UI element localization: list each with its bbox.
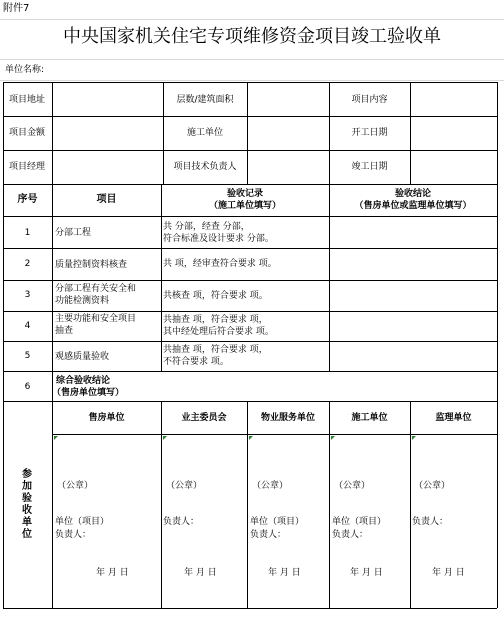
row-1-record-line2: 符合标准及设计要求 分部。 bbox=[163, 234, 274, 244]
table-line bbox=[3, 184, 497, 185]
row-6-sub: （售房单位填写） bbox=[52, 388, 125, 398]
owners-committee-stamp: （公章） bbox=[166, 481, 203, 491]
header-item: 项目 bbox=[96, 194, 117, 205]
property-service-person: 负责人： bbox=[250, 530, 287, 540]
table-line bbox=[3, 116, 497, 117]
cell-marker bbox=[331, 436, 335, 440]
property-service-date: 年 月 日 bbox=[268, 568, 301, 578]
owners-committee-date: 年 月 日 bbox=[184, 568, 217, 578]
supervision-stamp: （公章） bbox=[414, 481, 451, 491]
row-4-item-line1: 主要功能和安全项目 bbox=[55, 314, 137, 324]
table-line bbox=[410, 401, 411, 608]
unit-header-owners-committee: 业主委员会 bbox=[181, 413, 227, 423]
row-4-no: 4 bbox=[24, 321, 31, 331]
table-border bbox=[497, 82, 498, 608]
row-1-item: 分部工程 bbox=[55, 228, 92, 238]
table-border bbox=[3, 82, 4, 608]
grid-line bbox=[0, 80, 504, 81]
grid-line bbox=[0, 19, 504, 20]
row-4-record-line1: 共抽查 项，符合要求 项， bbox=[163, 315, 268, 325]
participants-side-label: 参 加 验 收 单 位 bbox=[22, 469, 32, 540]
table-line bbox=[3, 341, 497, 342]
grid-line bbox=[0, 59, 504, 60]
header-record-sub: （施工单位填写） bbox=[208, 201, 281, 211]
construction-unit-label: 施工单位 bbox=[186, 128, 223, 138]
construction-date: 年 月 日 bbox=[350, 568, 383, 578]
table-line bbox=[3, 150, 497, 151]
page-title: 中央国家机关住宅专项维修资金项目竣工验收单 bbox=[63, 26, 441, 47]
row-6-no: 6 bbox=[24, 382, 31, 392]
unit-name-label: 单位名称: bbox=[5, 65, 45, 75]
row-5-record-line2: 不符合要求 项。 bbox=[163, 357, 229, 367]
row-5-item: 观感质量验收 bbox=[55, 352, 110, 362]
project-amount-label: 项目金额 bbox=[9, 128, 46, 138]
row-3-no: 3 bbox=[24, 290, 31, 300]
table-line bbox=[3, 311, 497, 312]
unit-header-property-service: 物业服务单位 bbox=[260, 413, 315, 423]
seller-unit-project: 单位（项目） bbox=[55, 517, 110, 527]
owners-committee-person: 负责人： bbox=[163, 517, 200, 527]
header-conclusion-sub: （售房单位或监理单位填写） bbox=[354, 201, 472, 211]
table-line bbox=[3, 401, 497, 402]
row-6-title: 综合验收结论 bbox=[56, 376, 111, 386]
table-line bbox=[52, 82, 53, 184]
row-2-item: 质量控制资料核查 bbox=[55, 260, 128, 270]
seller-stamp: （公章） bbox=[57, 481, 94, 491]
header-conclusion-title: 验收结论 bbox=[394, 189, 431, 199]
row-1-no: 1 bbox=[24, 228, 31, 238]
cell-marker bbox=[54, 436, 58, 440]
header-record-title: 验收记录 bbox=[226, 189, 263, 199]
unit-header-construction: 施工单位 bbox=[351, 413, 388, 423]
construction-person: 负责人： bbox=[332, 530, 369, 540]
row-5-no: 5 bbox=[24, 351, 31, 361]
project-content-label: 项目内容 bbox=[351, 95, 388, 105]
table-line bbox=[410, 82, 411, 184]
table-line bbox=[52, 434, 497, 435]
supervision-date: 年 月 日 bbox=[432, 568, 465, 578]
row-1-record-line1: 共 分部，经查 分部， bbox=[163, 222, 250, 232]
unit-header-supervision: 监理单位 bbox=[435, 413, 472, 423]
seller-date: 年 月 日 bbox=[96, 568, 129, 578]
row-2-record-line1: 共 项，经审查符合要求 项。 bbox=[163, 259, 277, 269]
cell-marker bbox=[163, 436, 167, 440]
row-4-record-line2: 其中经处理后符合要求 项。 bbox=[163, 327, 274, 337]
property-service-stamp: （公章） bbox=[252, 481, 289, 491]
header-no: 序号 bbox=[17, 194, 38, 205]
table-line bbox=[3, 371, 497, 372]
row-2-no: 2 bbox=[24, 259, 31, 269]
completion-date-label: 竣工日期 bbox=[351, 162, 388, 172]
table-border bbox=[3, 608, 497, 609]
table-line bbox=[161, 401, 162, 608]
table-line bbox=[329, 401, 330, 608]
construction-stamp: （公章） bbox=[334, 481, 371, 491]
table-line bbox=[161, 184, 162, 371]
row-3-record-line1: 共核查 项，符合要求 项。 bbox=[163, 291, 268, 301]
attachment-label: 附件7 bbox=[3, 3, 30, 14]
construction-unit-project: 单位（项目） bbox=[332, 517, 387, 527]
project-address-label: 项目地址 bbox=[9, 95, 46, 105]
row-4-item-line2: 抽查 bbox=[55, 326, 74, 336]
supervision-person: 负责人： bbox=[412, 517, 449, 527]
table-line bbox=[3, 280, 497, 281]
row-3-item-line2: 功能检测资料 bbox=[55, 296, 110, 306]
table-line bbox=[329, 184, 330, 371]
table-line bbox=[247, 82, 248, 184]
property-service-unit-project: 单位（项目） bbox=[250, 517, 305, 527]
cell-marker bbox=[249, 436, 253, 440]
seller-person: 负责人： bbox=[55, 530, 92, 540]
table-line bbox=[3, 248, 497, 249]
cell-marker bbox=[412, 436, 416, 440]
table-line bbox=[52, 184, 53, 371]
table-line bbox=[52, 401, 53, 608]
tech-lead-label: 项目技术负责人 bbox=[173, 162, 237, 172]
start-date-label: 开工日期 bbox=[351, 128, 388, 138]
project-manager-label: 项目经理 bbox=[9, 162, 46, 172]
unit-header-seller: 售房单位 bbox=[88, 413, 125, 423]
table-line bbox=[247, 401, 248, 608]
floors-area-label: 层数/建筑面积 bbox=[176, 95, 234, 105]
table-line bbox=[3, 216, 497, 217]
row-5-record-line1: 共抽查 项，符合要求 项， bbox=[163, 345, 268, 355]
row-3-item-line1: 分部工程有关安全和 bbox=[55, 284, 137, 294]
table-border bbox=[3, 82, 497, 83]
